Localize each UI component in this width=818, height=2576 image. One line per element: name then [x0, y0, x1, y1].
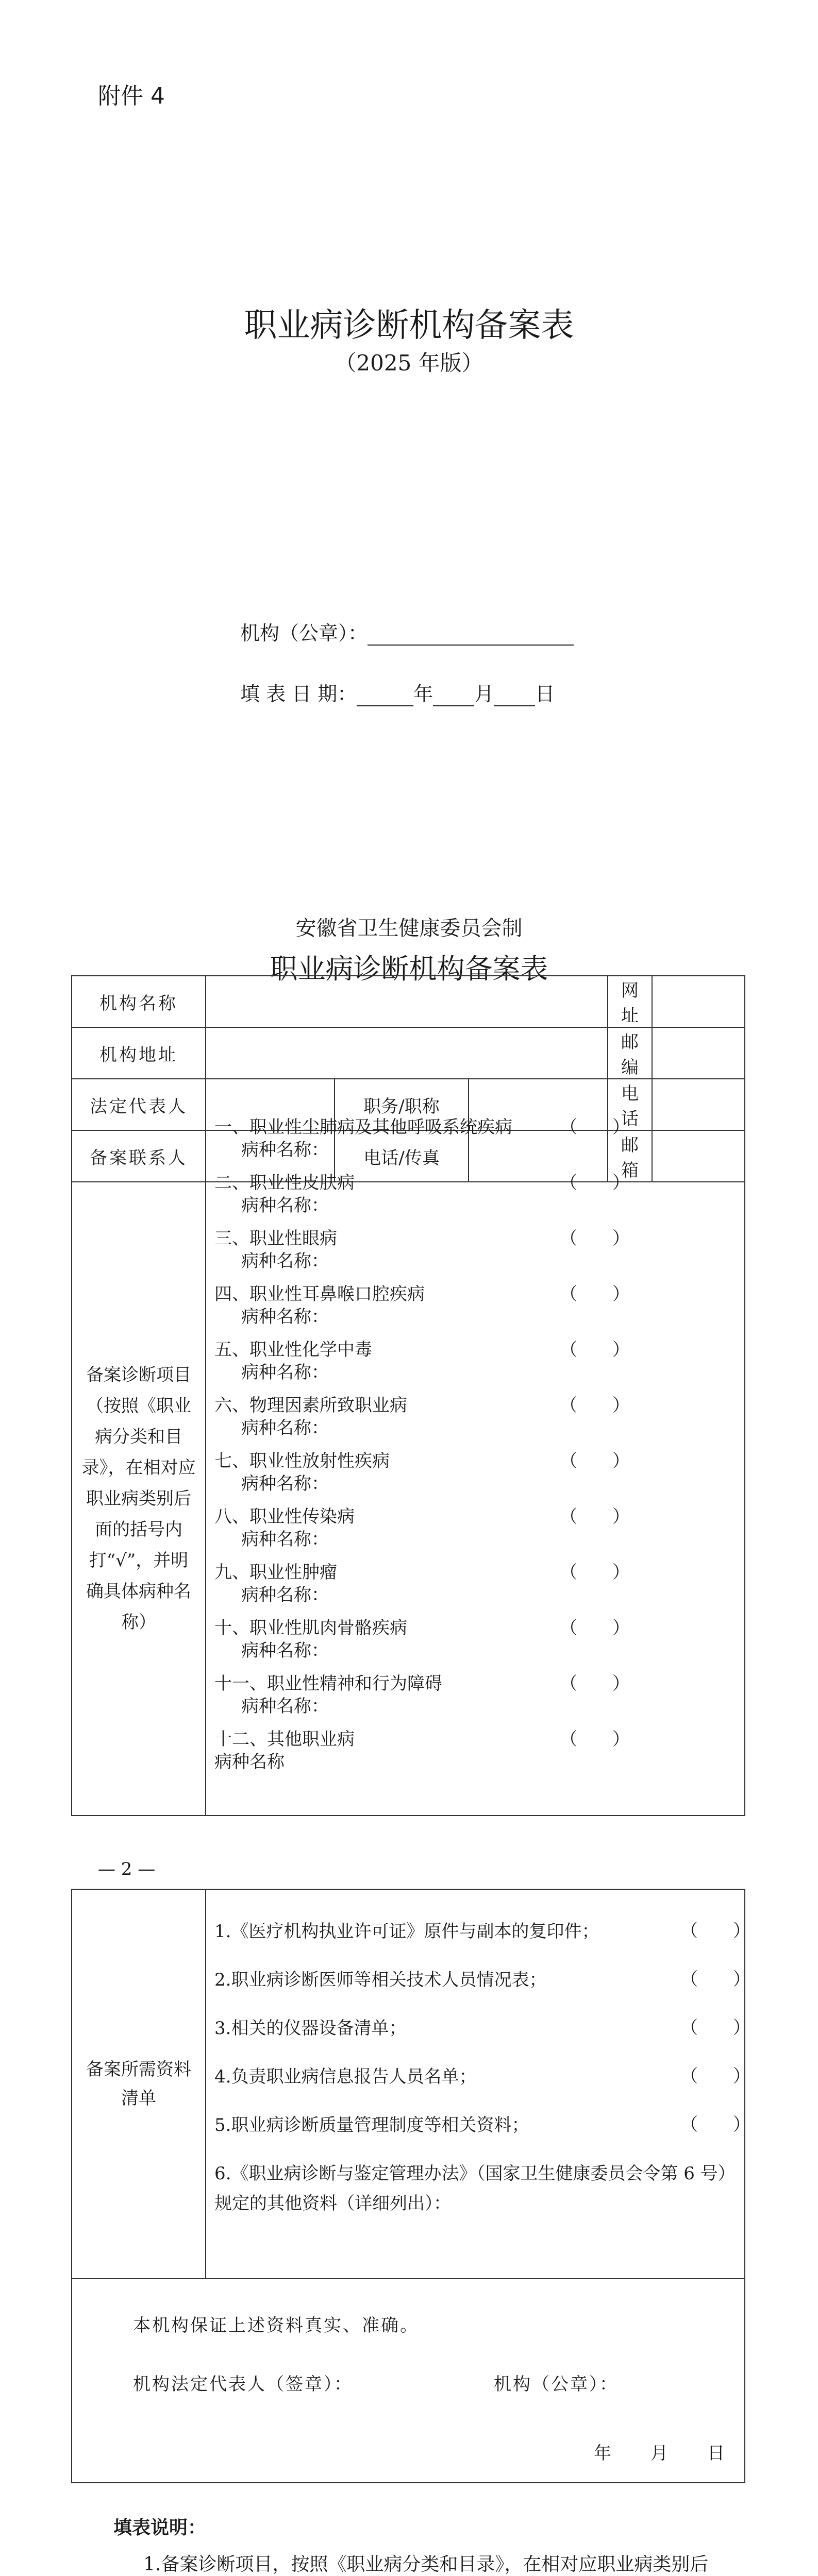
fill-date-label: 填 表 日 期： [240, 683, 357, 705]
category-name: 五、职业性化学中毒 [214, 1340, 372, 1360]
category-disease-label: 病种名称： [241, 1473, 329, 1494]
category-name: 九、职业性肿瘤 [214, 1562, 337, 1583]
guarantee-statement: 本机构保证上述资料真实、准确。 [133, 2315, 419, 2336]
category-disease-label: 病种名称： [241, 1640, 329, 1661]
category-disease-label: 病种名称 [214, 1752, 285, 1772]
year-label: 年 [413, 683, 433, 705]
form-title: 职业病诊断机构备案表 [270, 953, 548, 985]
month-label: 月 [474, 683, 494, 705]
category-checkbox[interactable]: （ ） [560, 1673, 630, 1694]
resource-checkbox[interactable]: （ ） [680, 2018, 750, 2038]
resource-text: 2.职业病诊断医师等相关技术人员情况表； [214, 1970, 547, 1990]
cover-title: 职业病诊断机构备案表 [244, 307, 574, 345]
legal-rep-label: 法定代表人 [72, 1079, 206, 1130]
category-name: 一、职业性尘肺病及其他呼吸系统疾病 [214, 1117, 512, 1138]
category-checkbox[interactable]: （ ） [560, 1618, 630, 1638]
category-disease-label: 病种名称： [241, 1418, 329, 1438]
category-checkbox[interactable]: （ ） [560, 1228, 630, 1249]
category-checkbox[interactable]: （ ） [560, 1395, 630, 1416]
category-name: 七、职业性放射性疾病 [214, 1451, 390, 1471]
category-checkbox[interactable]: （ ） [560, 1562, 630, 1583]
notes-title: 填表说明： [113, 2517, 207, 2538]
category-disease-label: 病种名称： [241, 1696, 329, 1717]
resource-text: 6.《职业病诊断与鉴定管理办法》（国家卫生健康委员会令第 6 号）规定的其他资料（详细列出）： [214, 2163, 736, 2214]
category-disease-label: 病种名称： [241, 1585, 329, 1605]
category-disease-label: 病种名称： [241, 1195, 329, 1216]
org-seal-line[interactable] [368, 626, 574, 646]
category-name: 六、物理因素所致职业病 [214, 1395, 407, 1416]
diag-items-cell [206, 1182, 745, 1816]
note-item: 1.备案诊断项目，按照《职业病分类和目录》，在相对应职业病类别后 [143, 2554, 709, 2575]
resource-checkbox[interactable]: （ ） [680, 2066, 750, 2087]
sign-day: 日 [707, 2443, 725, 2464]
resource-text: 5.职业病诊断质量管理制度等相关资料； [214, 2115, 529, 2136]
category-disease-label: 病种名称： [241, 1140, 329, 1160]
resource-text: 3.相关的仪器设备清单； [214, 2018, 407, 2039]
cover-edition: （2025 年版） [335, 350, 483, 376]
category-checkbox[interactable]: （ ） [560, 1284, 630, 1304]
category-disease-label: 病种名称： [241, 1362, 329, 1383]
org-seal-field [240, 617, 574, 646]
org-name-input[interactable] [206, 976, 608, 1027]
email-input[interactable] [652, 1130, 745, 1182]
resource-checkbox[interactable]: （ ） [680, 1921, 750, 1941]
org-seal-signature[interactable]: 机构（公章）： [494, 2374, 619, 2395]
diag-items-label: 备案诊断项目（按照《职业病分类和目录》，在相对应职业病类别后面的括号内打“√”，并明确具体病种名称） [72, 1182, 206, 1816]
contact-label: 备案联系人 [72, 1130, 206, 1182]
org-seal-label: 机构（公章）： [240, 622, 368, 645]
sign-month: 月 [650, 2443, 668, 2464]
category-name: 二、职业性皮肤病 [214, 1173, 355, 1193]
website-label: 网址 [608, 976, 652, 1027]
category-name: 三、职业性眼病 [214, 1228, 337, 1249]
page-number-2: — 2 — [98, 1859, 156, 1879]
resource-text: 1.《医疗机构执业许可证》原件与副本的复印件； [214, 1921, 599, 1942]
phone-label: 电话 [608, 1079, 652, 1130]
postcode-input[interactable] [652, 1027, 745, 1079]
resource-checkbox[interactable]: （ ） [680, 1969, 750, 1990]
year-line[interactable] [357, 687, 413, 706]
sign-year: 年 [594, 2443, 611, 2464]
category-name: 十二、其他职业病 [214, 1729, 355, 1750]
org-address-input[interactable] [206, 1027, 608, 1079]
category-name: 十一、职业性精神和行为障碍 [214, 1673, 442, 1694]
issuer: 安徽省卫生健康委员会制 [295, 917, 523, 940]
position-label: 职务/职称 [335, 1079, 469, 1130]
phone-input[interactable] [652, 1079, 745, 1130]
category-name: 四、职业性耳鼻喉口腔疾病 [214, 1284, 425, 1304]
attachment-label: 附件 4 [98, 83, 165, 109]
resources-label: 备案所需资料清单 [72, 1889, 206, 2279]
fill-date-field [240, 678, 555, 706]
tel-fax-label: 电话/传真 [335, 1130, 469, 1182]
category-disease-label: 病种名称： [241, 1251, 329, 1272]
website-input[interactable] [652, 976, 745, 1027]
category-checkbox[interactable]: （ ） [560, 1173, 630, 1193]
category-name: 十、职业性肌肉骨骼疾病 [214, 1618, 407, 1638]
category-checkbox[interactable]: （ ） [560, 1117, 630, 1138]
category-disease-label: 病种名称： [241, 1307, 329, 1327]
resource-text: 4.负责职业病信息报告人员名单； [214, 2066, 477, 2087]
month-line[interactable] [433, 687, 474, 706]
day-label: 日 [535, 683, 555, 705]
category-checkbox[interactable]: （ ） [560, 1506, 630, 1527]
category-disease-label: 病种名称： [241, 1529, 329, 1550]
org-address-label: 机构地址 [72, 1027, 206, 1079]
category-name: 八、职业性传染病 [214, 1506, 355, 1527]
category-checkbox[interactable]: （ ） [560, 1451, 630, 1471]
email-label: 邮箱 [608, 1130, 652, 1182]
category-checkbox[interactable]: （ ） [560, 1340, 630, 1360]
org-name-label: 机构名称 [72, 976, 206, 1027]
day-line[interactable] [494, 687, 535, 706]
resource-checkbox[interactable]: （ ） [680, 2114, 750, 2135]
legal-rep-signature[interactable]: 机构法定代表人（签章）： [133, 2374, 353, 2395]
postcode-label: 邮编 [608, 1027, 652, 1079]
category-checkbox[interactable]: （ ） [560, 1729, 630, 1750]
